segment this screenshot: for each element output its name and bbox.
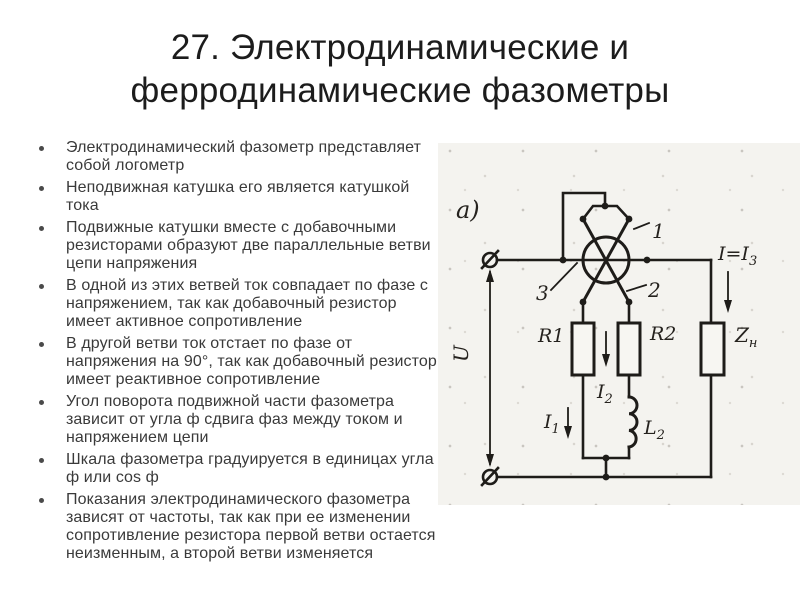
bullet-marker [39, 498, 44, 503]
bullet-item [28, 277, 442, 331]
part-label-3: 3 [536, 281, 549, 305]
bullet-marker [39, 226, 44, 231]
bullet-text: Угол поворота подвижной части фазометра зависит от угла ф сдвига фаз между током и напряжением цепи [66, 393, 403, 446]
label-load-impedance: $Z_н$ [735, 323, 758, 351]
current-arrow-i1 [564, 408, 572, 439]
figure-sublabel: а) [456, 196, 480, 224]
label-current-i2: $I_2$ [597, 381, 613, 407]
bullet-item [28, 335, 442, 389]
voltage-label: U [449, 345, 473, 362]
bullet-item [28, 139, 442, 175]
bullet-text: В другой ветви ток отстает по фазе от напряжения на 90°, так как добавочный резистор имеет реактивное сопротивление [66, 335, 437, 388]
bullet-item [28, 219, 442, 273]
input-terminal-bottom [482, 468, 498, 485]
current-arrow-i-total [724, 272, 732, 313]
bullet-item [28, 393, 442, 447]
bullet-item [28, 451, 442, 487]
slide-title [0, 26, 800, 112]
bullet-marker [39, 146, 44, 151]
resistor-r1 [572, 323, 594, 375]
bullet-list [28, 139, 442, 567]
label-r1: R1 [538, 325, 565, 347]
part-label-2: 2 [648, 278, 661, 302]
resistor-r2 [618, 323, 640, 375]
bullet-marker [39, 458, 44, 463]
slide-title-line-2: ферродинамические фазометры [130, 71, 670, 110]
phase-meter-circuit-diagram [440, 150, 798, 502]
label-inductor-l2: $L_2$ [644, 417, 665, 443]
load-impedance [701, 323, 724, 375]
bullet-text: Шкала фазометра градуируется в единицах угла ф или cos ф [66, 451, 434, 486]
input-terminal-top [482, 251, 498, 268]
inductor-l2 [629, 397, 637, 447]
bullet-text: Показания электродинамического фазометра зависят от частоты, так как при ее изменении сопротивление резистора первой ветви остается неизменным, а второй ветви изменяется [66, 491, 436, 562]
voltage-arrow [486, 269, 494, 467]
bullet-text: В одной из этих ветвей ток совпадает по фазе с напряжением, так как добавочный резистор имеет активное сопротивление [66, 277, 428, 330]
bullet-marker [39, 284, 44, 289]
slide-title-line-1: 27. Электродинамические и [170, 28, 630, 67]
bullet-marker [39, 400, 44, 405]
bullet-item [28, 491, 442, 563]
bullet-text: Подвижные катушки вместе с добавочными резисторами образуют две параллельные ветви цепи напряжения [66, 219, 431, 272]
label-current-equation: $I=I_3$ [718, 243, 758, 269]
bullet-text: Неподвижная катушка его является катушкой тока [66, 179, 410, 214]
bullet-marker [39, 342, 44, 347]
bullet-marker [39, 186, 44, 191]
label-r2: R2 [650, 323, 677, 345]
label-current-i1: $I_1$ [544, 411, 560, 437]
bullet-item [28, 179, 442, 215]
bullet-text: Электродинамический фазометр представляет собой логометр [66, 139, 422, 174]
current-arrow-i2 [602, 332, 610, 367]
part-label-1: 1 [652, 219, 665, 243]
